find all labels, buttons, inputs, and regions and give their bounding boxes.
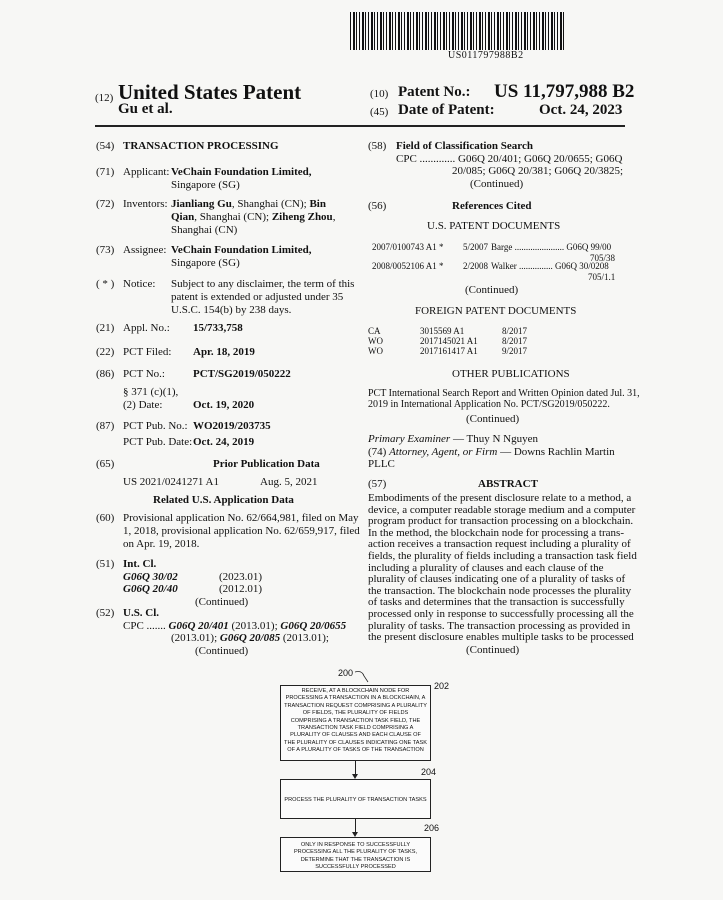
abstract-line: plurality of tasks. The transaction processing as provided in	[368, 619, 631, 632]
foreign-doc-date: 8/2017	[502, 326, 528, 336]
applicant-label: Applicant:	[123, 166, 170, 178]
us-cl-line-2: (2013.01); G06Q 20/085 (2013.01);	[171, 632, 329, 644]
appl-no-value: 15/733,758	[193, 322, 243, 334]
abstract-line: the transaction. The blockchain node processes the plurality	[368, 584, 632, 597]
abstract-line: Embodiments of the present disclosure relate to a method, a	[368, 492, 632, 504]
other-pubs-continued: (Continued)	[466, 413, 520, 425]
code-71: (71)	[96, 166, 115, 178]
flow-arrow-1	[355, 761, 356, 775]
s371-date-label: (2) Date:	[123, 399, 163, 411]
pct-pub-date-label: PCT Pub. Date:	[123, 436, 193, 448]
code-10: (10)	[370, 88, 389, 100]
pct-filed-label: PCT Filed:	[123, 346, 172, 358]
abstract-continued: (Continued)	[466, 644, 520, 656]
date-label: Date of Patent:	[398, 102, 495, 118]
foreign-doc-number: 2017161417 A1	[420, 346, 478, 356]
us-ref-1-pub: 2007/0100743 A1 *	[372, 242, 444, 252]
foreign-doc-country: WO	[368, 346, 383, 356]
prior-pub-number: US 2021/0241271 A1	[123, 476, 219, 488]
code-56: (56)	[368, 200, 387, 212]
code-58: (58)	[368, 140, 387, 152]
other-pub-line-1: PCT International Search Report and Written Opinion dated Jul. 31,	[368, 388, 640, 399]
pct-filed-value: Apr. 18, 2019	[193, 346, 255, 358]
inventors-label: Inventors:	[123, 198, 168, 210]
code-65: (65)	[96, 458, 115, 470]
pct-no-label: PCT No.:	[123, 368, 165, 380]
pct-pub-no-label: PCT Pub. No.:	[123, 420, 188, 432]
pct-no-value: PCT/SG2019/050222	[193, 368, 291, 380]
abstract-line: fields, the plurality of fields including a transaction task field	[368, 550, 637, 562]
notice-label: Notice:	[123, 278, 156, 290]
references-title: References Cited	[452, 200, 532, 212]
flow-arrow-2	[355, 819, 356, 833]
abstract-line: processed only in response to successfully processing all the	[368, 608, 634, 620]
related-title: Related U.S. Application Data	[153, 494, 294, 506]
fig-ref-200-leader	[354, 668, 374, 686]
code-52: (52)	[96, 607, 115, 619]
code-22: (22)	[96, 346, 115, 358]
abstract-line: action receives a transaction request including a plurality of	[368, 538, 631, 551]
us-cl-continued: (Continued)	[195, 645, 249, 657]
flow-box-206: ONLY IN RESPONSE TO SUCCESSFULLY PROCESSING ALL THE PLURALITY OF TASKS, DETERMINE THAT THE TRANSACTION IS SUCCESSFULLY PROCESSED	[280, 837, 431, 872]
int-cl-continued: (Continued)	[195, 596, 249, 608]
us-docs-continued: (Continued)	[465, 284, 519, 296]
header-rule	[95, 125, 625, 127]
applicant-location: Singapore (SG)	[171, 179, 240, 191]
int-cl-1: G06Q 30/02	[123, 571, 178, 583]
attorney-line-1: (74) Attorney, Agent, or Firm — Downs Rachlin Martin	[368, 446, 615, 458]
int-cl-2: G06Q 20/40	[123, 583, 178, 595]
us-ref-2-date: 2/2008	[463, 261, 489, 271]
us-ref-1-date: 5/2007	[463, 242, 489, 252]
abstract-line: plurality of clauses indicating one of a plurality of tasks of	[368, 573, 626, 586]
code-21: (21)	[96, 322, 115, 334]
foreign-docs-title: FOREIGN PATENT DOCUMENTS	[415, 305, 577, 317]
int-cl-title: Int. Cl.	[123, 558, 157, 570]
code-60: (60)	[96, 512, 115, 524]
us-docs-title: U.S. PATENT DOCUMENTS	[427, 220, 561, 232]
foreign-doc-date: 9/2017	[502, 346, 528, 356]
primary-examiner: Primary Examiner — Thuy N Nguyen	[368, 433, 538, 445]
abstract-line: device, a computer readable storage medium and a computer	[368, 503, 636, 516]
code-72: (72)	[96, 198, 115, 210]
notice-line-2: patent is extended or adjusted under 35	[171, 291, 344, 303]
fig-ref-202: 202	[434, 681, 450, 691]
inventors-line-1: Jianliang Gu, Shanghai (CN); Bin	[171, 198, 326, 210]
field-search-title: Field of Classification Search	[396, 140, 533, 152]
provisional-line-1: Provisional application No. 62/664,981, filed on May	[123, 512, 359, 524]
provisional-line-3: on Apr. 19, 2018.	[123, 538, 200, 550]
fig-ref-200: 200	[338, 668, 354, 678]
provisional-line-2: 1, 2018, provisional application No. 62/659,917, filed	[123, 525, 360, 537]
code-12: (12)	[95, 92, 114, 104]
barcode-number: US011797988B2	[448, 50, 524, 61]
other-pub-line-2: 2019 in International Application No. PCT/SG2019/050222.	[368, 399, 610, 410]
foreign-doc-number: 3015569 A1	[420, 326, 465, 336]
flow-box-202: RECEIVE, AT A BLOCKCHAIN NODE FOR PROCESSING A TRANSACTION IN A BLOCKCHAIN, A TRANSACTION REQUEST COMPRISING A PLURALITY OF FIELDS, THE PLURALITY OF FIELDS COMPRISING A TRANSACTION TASK FIELD, THE TRANSACTION TASK FIELD COMPRISING A PLURALITY OF CLAUSES AND EACH CLAUSE OF THE PLURALITY OF CLAUSES INDICATING ONE TASK OF A PLURALITY OF TASKS OF THE TRANSACTION	[280, 685, 431, 761]
code-51: (51)	[96, 558, 115, 570]
field-search-continued: (Continued)	[470, 178, 524, 190]
abstract-line: including a plurality of clauses and each clause of the	[368, 561, 604, 574]
inventors-line-2: Qian, Shanghai (CN); Ziheng Zhou,	[171, 211, 336, 223]
assignee-location: Singapore (SG)	[171, 257, 240, 269]
fig-ref-206: 206	[424, 823, 440, 833]
patent-date: Oct. 24, 2023	[539, 102, 623, 118]
abstract-title: ABSTRACT	[478, 478, 538, 490]
code-73: (73)	[96, 244, 115, 256]
s371-date-value: Oct. 19, 2020	[193, 399, 255, 411]
doc-type: United States Patent	[118, 80, 302, 104]
title: TRANSACTION PROCESSING	[123, 140, 279, 152]
code-57: (57)	[368, 478, 387, 490]
foreign-doc-number: 2017145021 A1	[420, 336, 478, 346]
us-ref-2-name: Walker ............... G06Q 30/0208	[491, 261, 609, 271]
assignee-name: VeChain Foundation Limited,	[171, 244, 312, 256]
fig-ref-204: 204	[421, 767, 437, 777]
us-ref-1-name: Barge ...................... G06Q 99/00	[491, 242, 612, 252]
code-45: (45)	[370, 106, 389, 118]
authors: Gu et al.	[118, 101, 173, 117]
code-notice: ( * )	[96, 278, 115, 290]
applicant-name: VeChain Foundation Limited,	[171, 166, 312, 178]
code-54: (54)	[96, 140, 115, 152]
foreign-doc-country: WO	[368, 336, 383, 346]
us-cl-title: U.S. Cl.	[123, 607, 160, 619]
notice-line-1: Subject to any disclaimer, the term of this	[171, 278, 355, 290]
inventors-line-3: Shanghai (CN)	[171, 224, 238, 236]
appl-no-label: Appl. No.:	[123, 322, 170, 334]
us-cl-line-1: CPC ....... G06Q 20/401 (2013.01); G06Q 20/0655	[123, 620, 347, 632]
int-cl-2-date: (2012.01)	[219, 583, 263, 595]
code-87: (87)	[96, 420, 115, 432]
field-search-line-1: CPC ............. G06Q 20/401; G06Q 20/0655; G06Q	[396, 153, 623, 165]
patent-no-label: Patent No.:	[398, 84, 471, 100]
int-cl-1-date: (2023.01)	[219, 571, 263, 583]
notice-line-3: U.S.C. 154(b) by 238 days.	[171, 304, 292, 316]
patent-number: US 11,797,988 B2	[494, 81, 635, 102]
barcode	[350, 12, 564, 50]
abstract-line: program product for transaction processing on a blockchain.	[368, 515, 634, 528]
us-ref-2-pub: 2008/0052106 A1 *	[372, 261, 444, 271]
field-search-line-2: 20/085; G06Q 20/381; G06Q 20/3825;	[452, 165, 624, 177]
s371-line-1: § 371 (c)(1),	[123, 386, 179, 398]
prior-pub-title: Prior Publication Data	[213, 458, 320, 470]
pct-pub-date-value: Oct. 24, 2019	[193, 436, 255, 448]
us-ref-2-sub: 705/1.1	[588, 272, 616, 282]
attorney-line-2: PLLC	[368, 458, 395, 470]
abstract-line: In the method, the blockchain node for processing a trans-	[368, 526, 624, 539]
assignee-label: Assignee:	[123, 244, 167, 256]
pct-pub-no-value: WO2019/203735	[193, 420, 271, 432]
code-86: (86)	[96, 368, 115, 380]
flow-box-204: PROCESS THE PLURALITY OF TRANSACTION TASKS	[280, 779, 431, 819]
foreign-doc-date: 8/2017	[502, 336, 528, 346]
us-ref-1-sub: 705/38	[590, 253, 616, 263]
abstract-line: of tasks and determines that the transaction is successfully	[368, 596, 625, 609]
foreign-doc-country: CA	[368, 326, 381, 336]
other-pubs-title: OTHER PUBLICATIONS	[452, 368, 570, 380]
abstract-line: the present disclosure enables multiple tasks to be processed	[368, 631, 634, 644]
prior-pub-date: Aug. 5, 2021	[260, 476, 318, 488]
